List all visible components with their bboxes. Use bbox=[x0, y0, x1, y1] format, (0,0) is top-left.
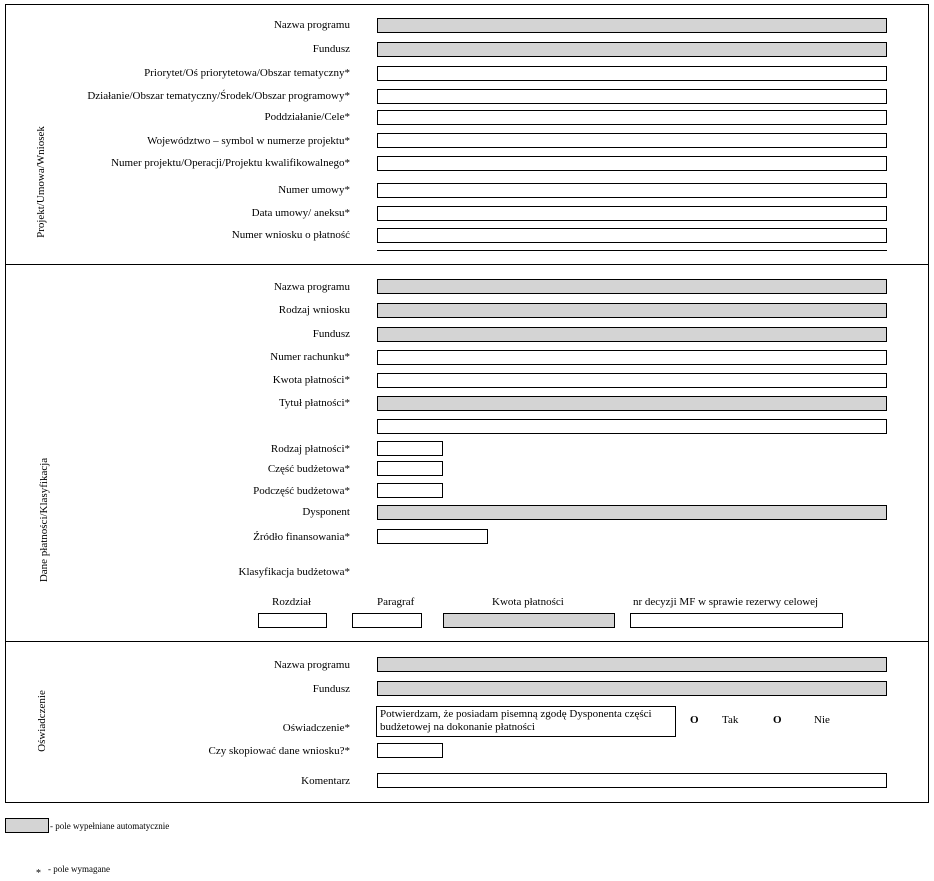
field-nazwa-programu bbox=[377, 18, 887, 33]
legend-auto-text: - pole wypełniane automatycznie bbox=[50, 821, 170, 831]
field-poddzialanie[interactable] bbox=[377, 110, 887, 125]
label-komentarz: Komentarz bbox=[301, 775, 350, 787]
label-podczesc-budzetowa: Podczęść budżetowa* bbox=[253, 485, 350, 497]
field-wojewodztwo[interactable] bbox=[377, 133, 887, 148]
label-poddzialanie: Poddziałanie/Cele* bbox=[264, 111, 350, 123]
field-paragraf[interactable] bbox=[352, 613, 422, 628]
field-rodzaj-platnosci[interactable] bbox=[377, 441, 443, 456]
field-dzialanie[interactable] bbox=[377, 89, 887, 104]
field-tytul-platnosci-extra[interactable] bbox=[377, 419, 887, 434]
field-fundusz-2 bbox=[377, 327, 887, 342]
label-czy-skopiowac: Czy skopiować dane wniosku?* bbox=[208, 745, 350, 757]
field-numer-umowy[interactable] bbox=[377, 183, 887, 198]
column-decyzja-label: nr decyzji MF w sprawie rezerwy celowej bbox=[633, 596, 819, 608]
section-projekt-title: Projekt/Umowa/Wniosek bbox=[35, 126, 47, 238]
field-numer-wniosku[interactable] bbox=[377, 228, 887, 243]
field-priorytet[interactable] bbox=[377, 66, 887, 81]
label-nazwa-programu-3: Nazwa programu bbox=[273, 659, 350, 671]
label-fundusz: Fundusz bbox=[312, 43, 350, 55]
label-numer-umowy: Numer umowy* bbox=[278, 184, 350, 196]
field-rodzaj-wniosku bbox=[377, 303, 887, 318]
label-rodzaj-wniosku: Rodzaj wniosku bbox=[278, 304, 350, 316]
label-zrodlo-finansowania: Źródło finansowania* bbox=[253, 531, 350, 543]
label-dzialanie: Działanie/Obszar tematyczny/Środek/Obszar programowy* bbox=[87, 90, 350, 102]
label-kwota-platnosci: Kwota płatności* bbox=[272, 374, 350, 386]
label-tytul-platnosci: Tytuł płatności* bbox=[278, 397, 350, 409]
label-rodzaj-platnosci: Rodzaj płatności* bbox=[270, 443, 350, 455]
label-nazwa-programu-2: Nazwa programu bbox=[273, 281, 350, 293]
label-nazwa-programu: Nazwa programu bbox=[273, 19, 350, 31]
label-fundusz-3: Fundusz bbox=[312, 683, 350, 695]
radio-nie[interactable]: O bbox=[773, 714, 782, 726]
label-fundusz-2: Fundusz bbox=[312, 328, 350, 340]
field-dysponent bbox=[377, 505, 887, 520]
section-oswiadczenie-title: Oświadczenie bbox=[36, 690, 48, 752]
field-kwota-klasyfikacji bbox=[443, 613, 615, 628]
section-dane-platnosci bbox=[5, 264, 929, 642]
label-priorytet: Priorytet/Oś priorytetowa/Obszar tematyczny* bbox=[144, 67, 350, 79]
field-numer-projektu[interactable] bbox=[377, 156, 887, 171]
legend-required-text: - pole wymagane bbox=[48, 864, 110, 874]
field-fundusz-3 bbox=[377, 681, 887, 696]
radio-nie-label: Nie bbox=[814, 714, 830, 726]
legend-star: * bbox=[36, 868, 41, 879]
column-kwota-label: Kwota płatności bbox=[492, 596, 564, 608]
radio-tak-label: Tak bbox=[722, 714, 739, 726]
field-nr-decyzji[interactable] bbox=[630, 613, 843, 628]
field-tytul-platnosci bbox=[377, 396, 887, 411]
label-oswiadczenie: Oświadczenie* bbox=[282, 722, 350, 734]
field-fundusz bbox=[377, 42, 887, 57]
label-dysponent: Dysponent bbox=[302, 506, 350, 518]
label-wojewodztwo: Województwo – symbol w numerze projektu* bbox=[147, 135, 350, 147]
divider-line bbox=[377, 250, 887, 251]
field-czy-skopiowac[interactable] bbox=[377, 743, 443, 758]
legend-auto-swatch bbox=[5, 818, 49, 833]
field-czesc-budzetowa[interactable] bbox=[377, 461, 443, 476]
label-czesc-budzetowa: Część budżetowa* bbox=[267, 463, 350, 475]
field-nazwa-programu-3 bbox=[377, 657, 887, 672]
statement-box: Potwierdzam, że posiadam pisemną zgodę Dysponenta części budżetowej na dokonanie płatności bbox=[376, 706, 676, 737]
field-rozdzial[interactable] bbox=[258, 613, 327, 628]
radio-tak[interactable]: O bbox=[690, 714, 699, 726]
field-komentarz[interactable] bbox=[377, 773, 887, 788]
field-numer-rachunku[interactable] bbox=[377, 350, 887, 365]
field-data-umowy[interactable] bbox=[377, 206, 887, 221]
field-nazwa-programu-2 bbox=[377, 279, 887, 294]
column-paragraf-label: Paragraf bbox=[377, 596, 415, 608]
section-dane-platnosci-title: Dane płatności/Klasyfikacja bbox=[38, 457, 50, 583]
label-numer-rachunku: Numer rachunku* bbox=[270, 351, 350, 363]
column-rozdzial-label: Rozdział bbox=[272, 596, 312, 608]
field-kwota-platnosci[interactable] bbox=[377, 373, 887, 388]
label-numer-wniosku: Numer wniosku o płatność bbox=[231, 229, 350, 241]
field-podczesc-budzetowa[interactable] bbox=[377, 483, 443, 498]
field-zrodlo-finansowania[interactable] bbox=[377, 529, 488, 544]
label-numer-projektu: Numer projektu/Operacji/Projektu kwalifikowalnego* bbox=[111, 157, 350, 169]
label-klasyfikacja-budzetowa: Klasyfikacja budżetowa* bbox=[238, 566, 350, 578]
label-data-umowy: Data umowy/ aneksu* bbox=[251, 207, 350, 219]
